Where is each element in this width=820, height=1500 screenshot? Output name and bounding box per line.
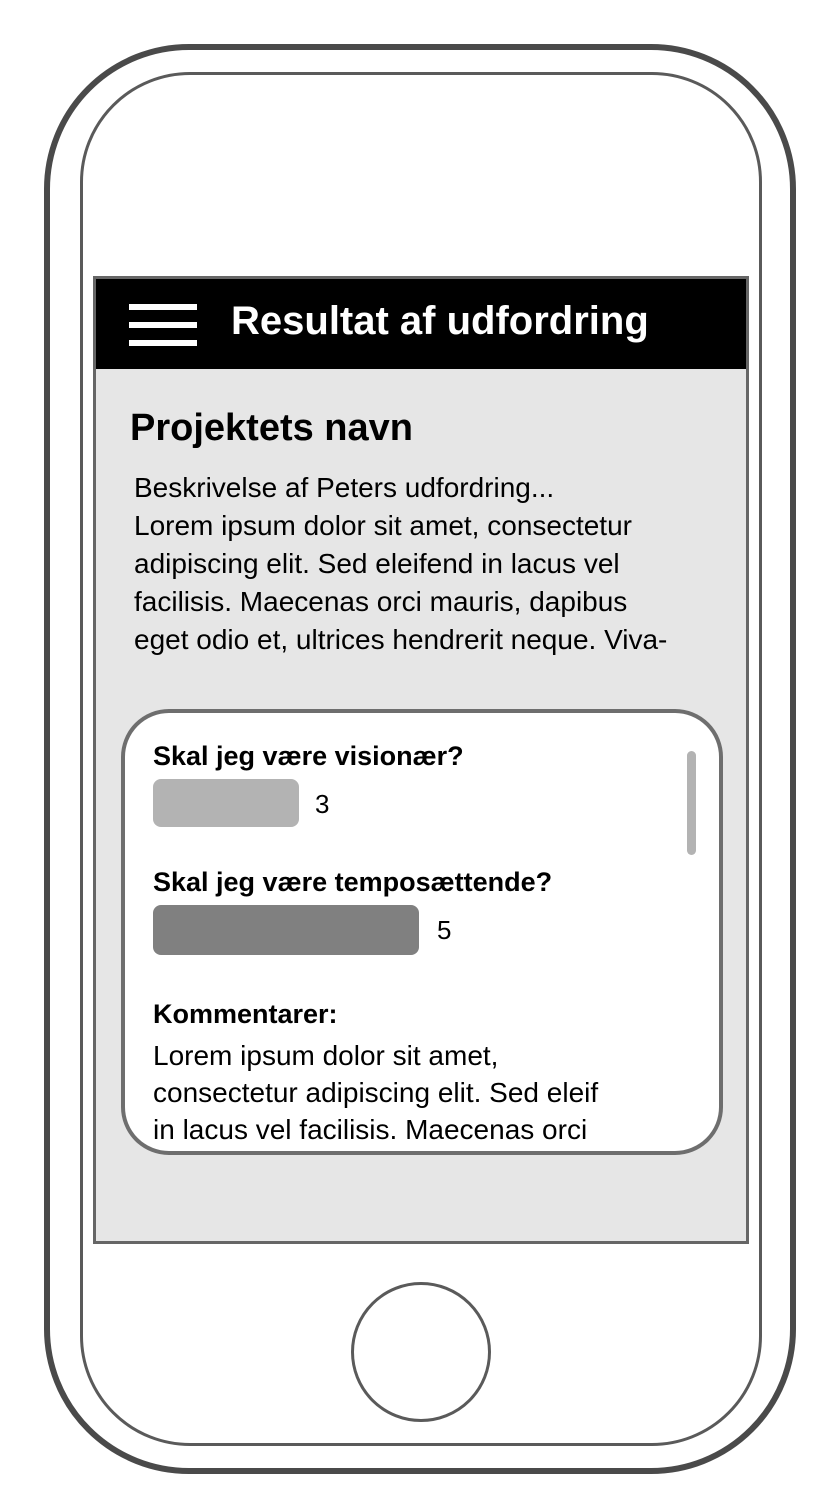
app-screen: [93, 276, 749, 1244]
description-line: Beskrivelse af Peters udfordring...: [134, 472, 555, 503]
project-description: [134, 469, 734, 659]
comment-line: in lacus vel facilisis. Maecenas orci: [153, 1114, 588, 1145]
rating-value-tempo: 5: [437, 915, 452, 945]
scrollbar[interactable]: [687, 751, 696, 855]
top-bar: [96, 279, 746, 369]
comments-text: [153, 1037, 693, 1148]
rating-bar-tempo: [153, 905, 419, 955]
description-line: adipiscing elit. Sed eleifend in lacus vel: [134, 548, 620, 579]
home-button[interactable]: [351, 1282, 491, 1422]
question-label-tempo: Skal jeg være temposættende?: [153, 867, 553, 897]
description-line: facilisis. Maecenas orci mauris, dapibus: [134, 586, 628, 617]
comment-line: Lorem ipsum dolor sit amet,: [153, 1040, 499, 1071]
hamburger-menu-icon[interactable]: [129, 304, 197, 346]
rating-bar-visionary: [153, 779, 299, 827]
page-title: Resultat af udfordring: [231, 299, 649, 343]
question-label-visionary: Skal jeg være visionær?: [153, 741, 464, 771]
description-line: Lorem ipsum dolor sit amet, consectetur: [134, 510, 632, 541]
results-card[interactable]: [121, 709, 723, 1155]
project-name: Projektets navn: [130, 407, 413, 449]
description-line: eget odio et, ultrices hendrerit neque. Viva-: [134, 624, 668, 655]
comment-line: consectetur adipiscing elit. Sed eleif: [153, 1077, 599, 1108]
comments-label: Kommentarer:: [153, 999, 338, 1029]
rating-value-visionary: 3: [315, 789, 330, 819]
